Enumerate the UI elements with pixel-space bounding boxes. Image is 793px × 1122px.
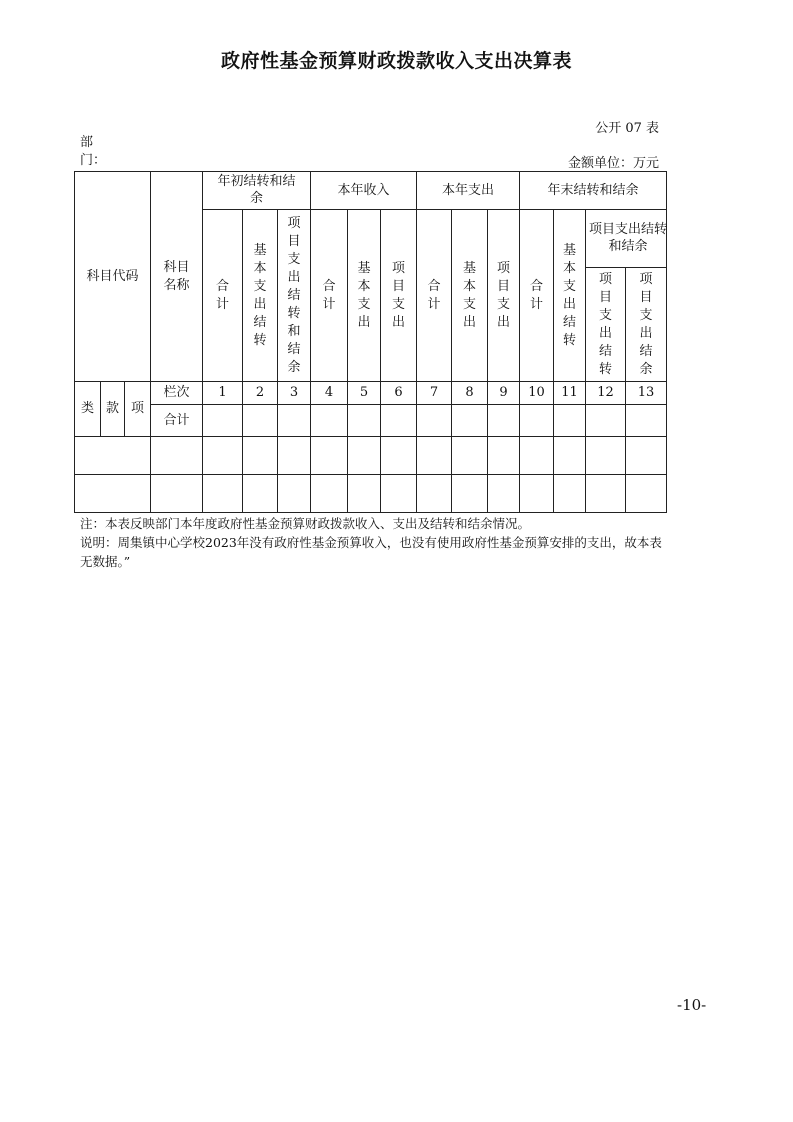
table-cell: [452, 437, 488, 475]
table-cell: [520, 437, 554, 475]
table-cell: [626, 475, 667, 513]
header-income-total: 合计: [311, 210, 348, 382]
header-item: 项: [125, 382, 151, 437]
page-title: 政府性基金预算财政拨款收入支出决算表: [220, 50, 572, 72]
header-closing-project-balance: 项目支出结余: [626, 268, 667, 382]
col-number: 13: [626, 382, 667, 405]
table-cell: [348, 437, 381, 475]
page-number: -10-: [677, 996, 707, 1014]
table-cell: [311, 405, 348, 437]
explanation-text: 说明：周集镇中心学校2023年没有政府性基金预算收入，也没有使用政府性基金预算安排的支出，故本表无数据。”: [80, 535, 662, 569]
header-income-basic: 基本支出: [348, 210, 381, 382]
table-cell: [348, 405, 381, 437]
header-expense-total: 合计: [417, 210, 452, 382]
header-closing-total: 合计: [520, 210, 554, 382]
table-cell: [554, 437, 586, 475]
header-expense-project: 项目支出: [488, 210, 520, 382]
table-cell: [586, 405, 626, 437]
col-number: 10: [520, 382, 554, 405]
table-cell: [520, 405, 554, 437]
header-income-project: 项目支出: [381, 210, 417, 382]
col-number: 12: [586, 382, 626, 405]
col-number: 6: [381, 382, 417, 405]
table-cell: [75, 437, 151, 475]
table-cell: [586, 437, 626, 475]
table-cell: [381, 475, 417, 513]
total-row-label: 合计: [151, 405, 203, 437]
header-section: 款: [101, 382, 125, 437]
table-cell: [278, 475, 311, 513]
col-number: 3: [278, 382, 311, 405]
col-number: 11: [554, 382, 586, 405]
table-cell: [520, 475, 554, 513]
table-cell: [203, 405, 243, 437]
table-cell: [243, 475, 278, 513]
table-row: [75, 437, 667, 475]
header-category: 类: [75, 382, 101, 437]
header-opening-project: 项目支出结转和结余: [278, 210, 311, 382]
department-label: 部门：: [80, 135, 107, 168]
table-cell: [348, 475, 381, 513]
header-subject-name: 科目名称: [151, 172, 203, 382]
table-cell: [488, 405, 520, 437]
table-cell: [203, 475, 243, 513]
col-number: 1: [203, 382, 243, 405]
header-opening-total: 合计: [203, 210, 243, 382]
table-cell: [626, 405, 667, 437]
col-number: 9: [488, 382, 520, 405]
table-cell: [278, 437, 311, 475]
col-number: 5: [348, 382, 381, 405]
table-cell: [243, 405, 278, 437]
header-closing-basic: 基本支出结转: [554, 210, 586, 382]
table-cell: [554, 405, 586, 437]
table-cell: [488, 437, 520, 475]
notes: [80, 514, 670, 571]
form-number: 公开 07 表: [595, 121, 659, 136]
table-cell: [151, 437, 203, 475]
table-cell: [452, 475, 488, 513]
col-number: 8: [452, 382, 488, 405]
table-cell: [554, 475, 586, 513]
col-number: 2: [243, 382, 278, 405]
table-cell: [381, 437, 417, 475]
header-closing-project-carry: 项目支出结转: [586, 268, 626, 382]
table-cell: [278, 405, 311, 437]
header-current-expenditure: 本年支出: [417, 172, 520, 210]
table-cell: [488, 475, 520, 513]
header-opening-basic: 基本支出结转: [243, 210, 278, 382]
table-cell: [243, 437, 278, 475]
table-cell: [203, 437, 243, 475]
header-closing-balance: 年末结转和结余: [520, 172, 667, 210]
column-index-label: 栏次: [151, 382, 203, 405]
table-cell: [452, 405, 488, 437]
table-row: [75, 475, 667, 513]
table-cell: [75, 475, 151, 513]
header-opening-balance: 年初结转和结余: [203, 172, 311, 210]
fund-budget-table: [74, 171, 667, 513]
header-closing-project: 项目支出结转和结余: [586, 210, 667, 268]
table-cell: [151, 475, 203, 513]
table-cell: [417, 405, 452, 437]
header-current-income: 本年收入: [311, 172, 417, 210]
table-cell: [311, 475, 348, 513]
table-cell: [586, 475, 626, 513]
note-text: 注：本表反映部门本年度政府性基金预算财政拨款收入、支出及结转和结余情况。: [80, 516, 531, 531]
header-subject-code: 科目代码: [75, 172, 151, 382]
table-cell: [417, 475, 452, 513]
amount-unit: 金额单位：万元: [567, 156, 659, 171]
table-cell: [417, 437, 452, 475]
col-number: 4: [311, 382, 348, 405]
table-cell: [311, 437, 348, 475]
table-cell: [626, 437, 667, 475]
header-expense-basic: 基本支出: [452, 210, 488, 382]
table-cell: [381, 405, 417, 437]
col-number: 7: [417, 382, 452, 405]
